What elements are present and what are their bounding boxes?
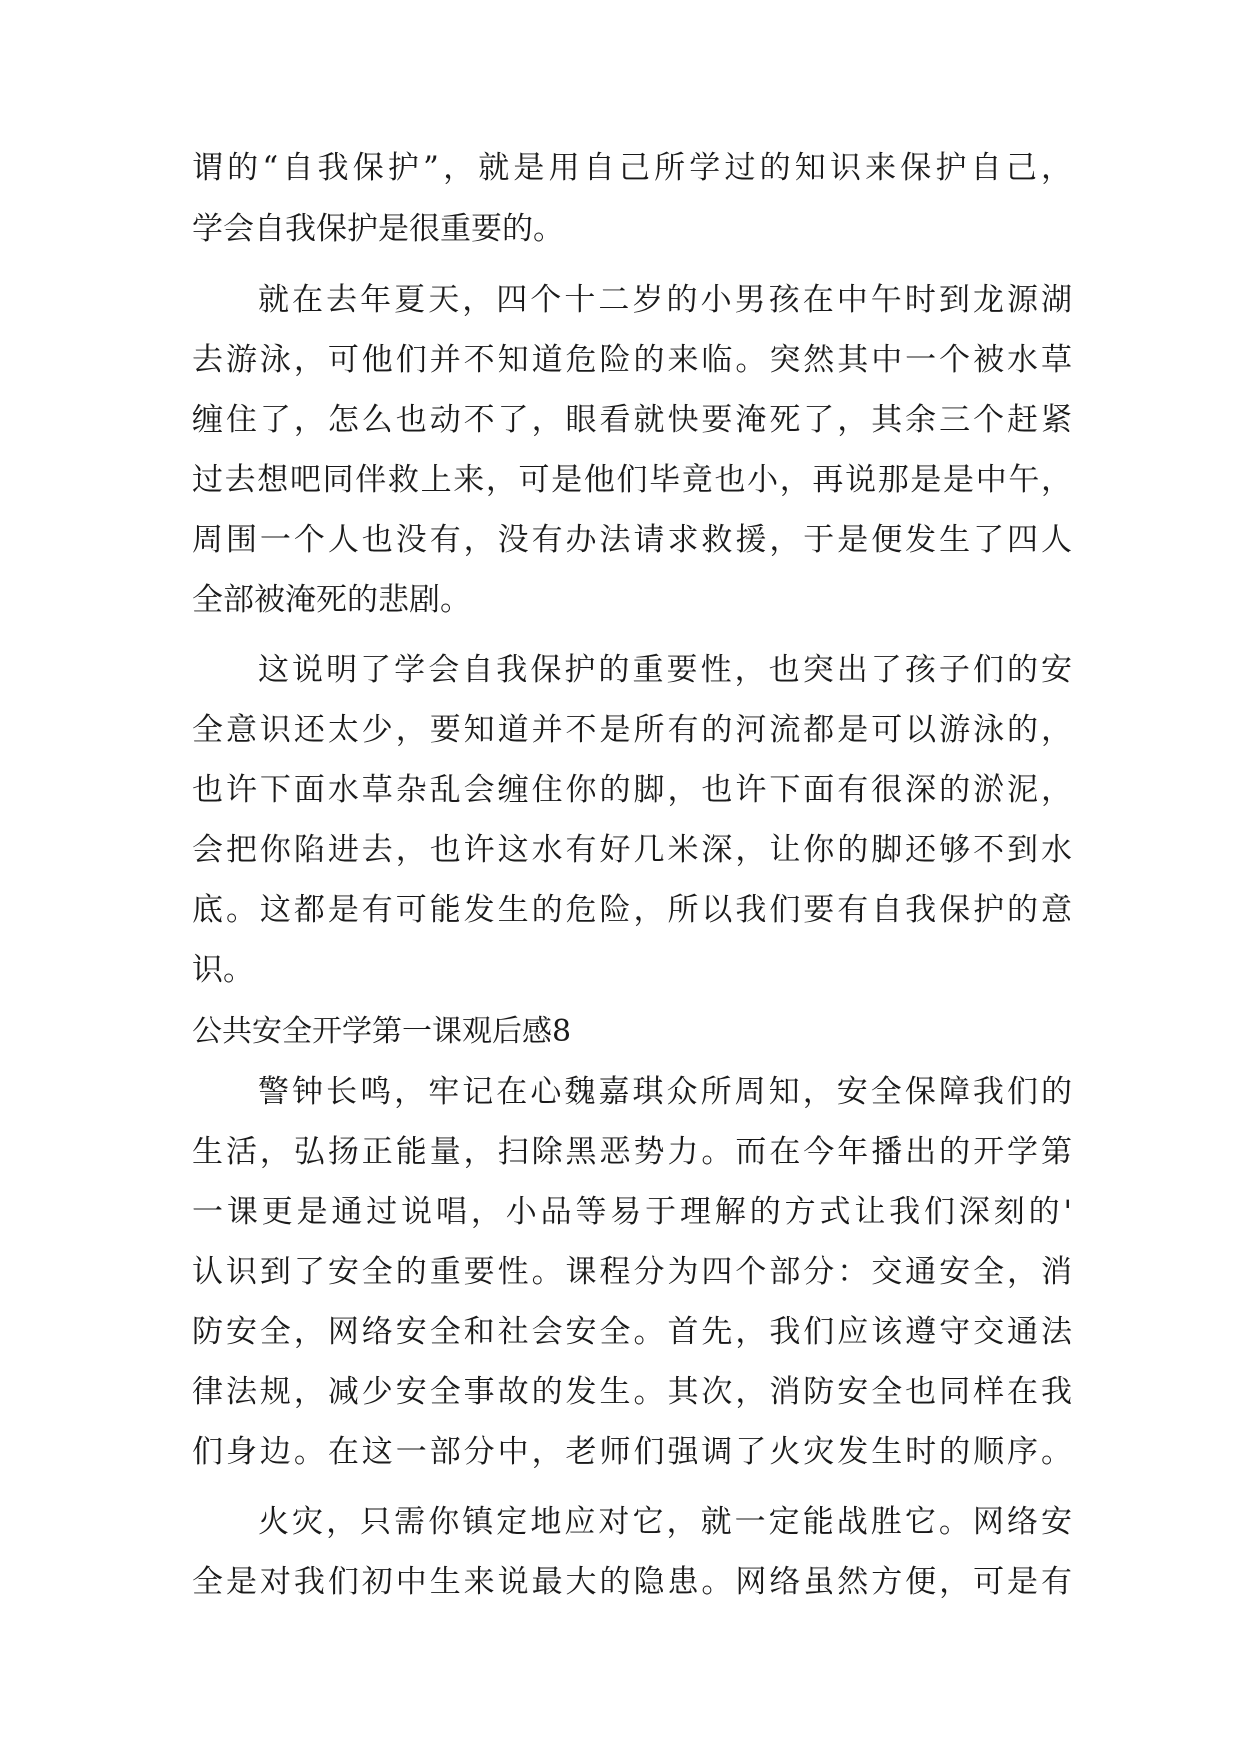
paragraph-1-line-1: 谓的“自我保护”，就是用自己所学过的知识来保护自己，	[192, 150, 1072, 186]
paragraph-4-line-3: 一课更是通过说唱，小品等易于理解的方式让我们深刻的'	[192, 1194, 1072, 1230]
paragraph-5-line-2: 全是对我们初中生来说最大的隐患。网络虽然方便，可是有	[192, 1564, 1072, 1600]
paragraph-2-line-5: 周围一个人也没有，没有办法请求救援，于是便发生了四人	[192, 522, 1072, 558]
paragraph-3-line-3: 也许下面水草杂乱会缠住你的脚，也许下面有很深的淤泥，	[192, 772, 1072, 808]
paragraph-4-line-6: 律法规，减少安全事故的发生。其次，消防安全也同样在我	[192, 1374, 1072, 1410]
paragraph-4-line-4: 认识到了安全的重要性。课程分为四个部分：交通安全，消	[192, 1254, 1072, 1290]
paragraph-2-line-2: 去游泳，可他们并不知道危险的来临。突然其中一个被水草	[192, 342, 1072, 378]
paragraph-4-line-7: 们身边。在这一部分中，老师们强调了火灾发生时的顺序。	[192, 1434, 1072, 1470]
paragraph-4-line-5: 防安全，网络安全和社会安全。首先，我们应该遵守交通法	[192, 1314, 1072, 1350]
paragraph-4-line-1: 警钟长鸣，牢记在心魏嘉琪众所周知，安全保障我们的	[258, 1074, 1072, 1110]
paragraph-3-line-6: 识。	[192, 952, 254, 988]
paragraph-2-line-4: 过去想吧同伴救上来，可是他们毕竟也小，再说那是是中午，	[192, 462, 1072, 498]
section-heading: 公共安全开学第一课观后感8	[192, 1014, 572, 1049]
paragraph-2-line-3: 缠住了，怎么也动不了，眼看就快要淹死了，其余三个赶紧	[192, 402, 1072, 438]
paragraph-3-line-5: 底。这都是有可能发生的危险，所以我们要有自我保护的意	[192, 892, 1072, 928]
paragraph-1-line-2: 学会自我保护是很重要的。	[192, 211, 564, 247]
paragraph-3-line-4: 会把你陷进去，也许这水有好几米深，让你的脚还够不到水	[192, 832, 1072, 868]
paragraph-5-line-1: 火灾，只需你镇定地应对它，就一定能战胜它。网络安	[258, 1504, 1072, 1540]
paragraph-3-line-1: 这说明了学会自我保护的重要性，也突出了孩子们的安	[258, 652, 1072, 688]
paragraph-2-line-6: 全部被淹死的悲剧。	[192, 582, 471, 618]
paragraph-3-line-2: 全意识还太少，要知道并不是所有的河流都是可以游泳的，	[192, 712, 1072, 748]
paragraph-2-line-1: 就在去年夏天，四个十二岁的小男孩在中午时到龙源湖	[258, 282, 1072, 318]
paragraph-4-line-2: 生活，弘扬正能量，扫除黑恶势力。而在今年播出的开学第	[192, 1134, 1072, 1170]
